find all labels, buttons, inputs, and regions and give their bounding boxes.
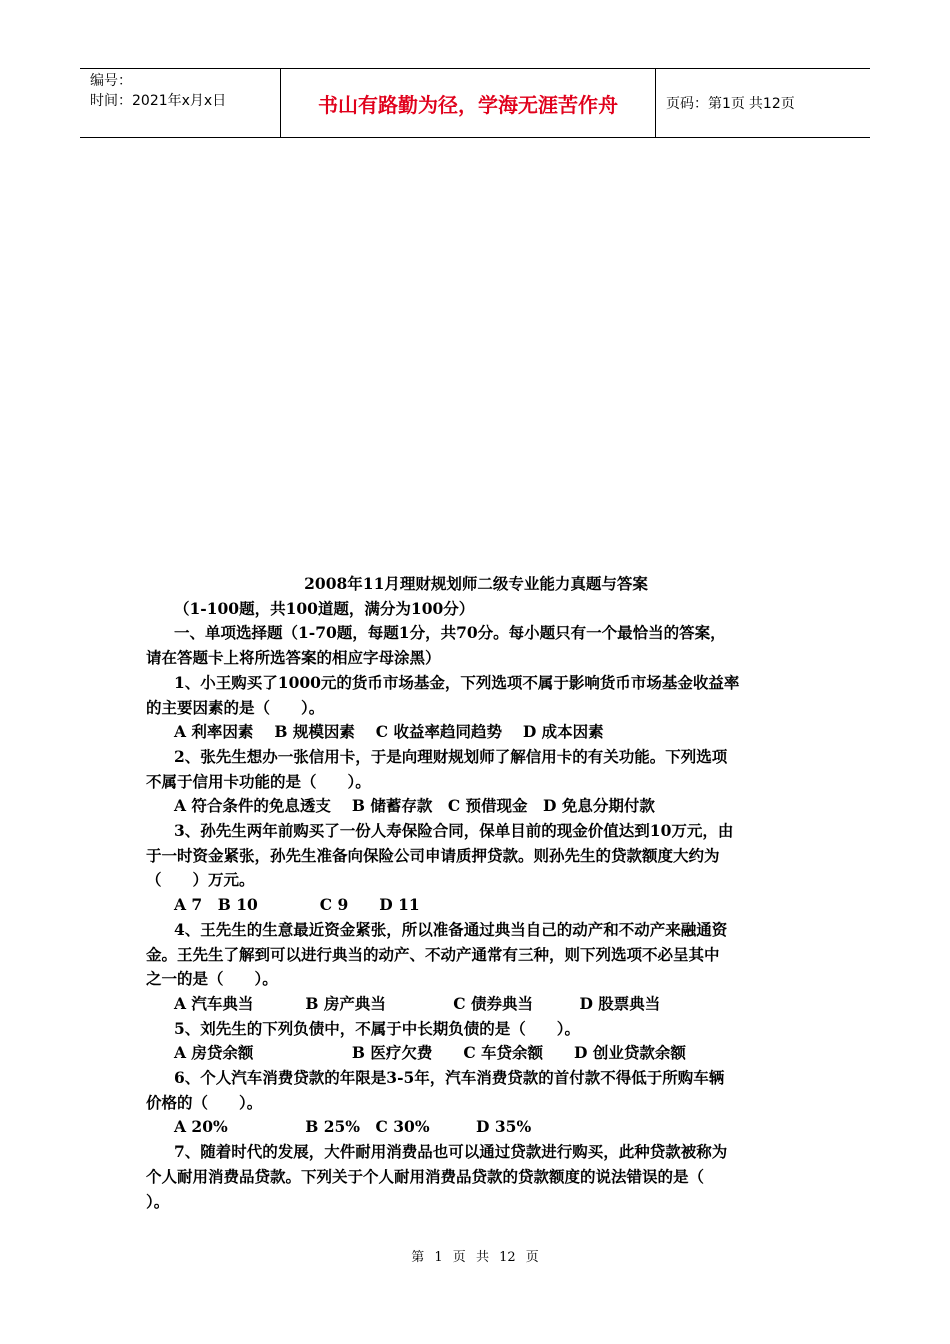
question-5: 5、刘先生的下列负债中，不属于中长期负债的是（ ）。 bbox=[174, 1018, 581, 1038]
doc-title: 2008年11月理财规划师二级专业能力真题与答案 bbox=[304, 574, 648, 593]
question-3: 3、孙先生两年前购买了一份人寿保险合同，保单目前的现金价值达到10万元，由 bbox=[174, 821, 734, 841]
header-total-label: 共12页 bbox=[748, 96, 795, 112]
document-body bbox=[146, 572, 806, 1214]
question-2-cont: 不属于信用卡功能的是（ ）。 bbox=[146, 771, 371, 791]
page-header bbox=[80, 68, 870, 138]
question-4-cont2: 之一的是（ ）。 bbox=[146, 969, 278, 989]
question-7-cont: 个人耐用消费品贷款。下列关于个人耐用消费品贷款的贷款额度的说法错误的是（ bbox=[146, 1166, 705, 1186]
section-heading: 一、单项选择题（1-70题，每题1分，共70分。每小题只有一个最恰当的答案， bbox=[174, 623, 726, 643]
question-1: 1、小王购买了1000元的货币市场基金，下列选项不属于影响货币市场基金收益率 bbox=[174, 672, 740, 692]
header-motto: 书山有路勤为径，学海无涯苦作舟 bbox=[281, 69, 656, 137]
question-4-options: A 汽车典当 B 房产典当 C 债券典当 D 股票典当 bbox=[174, 993, 661, 1013]
doc-time-label: 时间：2021年x月x日 bbox=[90, 93, 227, 109]
footer-ye-2: 页 bbox=[525, 1250, 539, 1265]
footer-ye: 页 bbox=[452, 1250, 466, 1265]
question-5-options: A 房贷余额 B 医疗欠费 C 车贷余额 D 创业贷款余额 bbox=[174, 1043, 686, 1063]
question-3-cont: 于一时资金紧张，孙先生准备向保险公司申请质押贷款。则孙先生的贷款额度大约为 bbox=[146, 845, 720, 865]
question-4: 4、王先生的生意最近资金紧张，所以准备通过典当自己的动产和不动产来融通资 bbox=[174, 919, 728, 939]
question-7-cont2: ）。 bbox=[146, 1191, 170, 1211]
footer-total-pages: 12 bbox=[499, 1250, 516, 1265]
page-footer bbox=[0, 1246, 950, 1265]
question-2: 2、张先生想办一张信用卡，于是向理财规划师了解信用卡的有关功能。下列选项 bbox=[174, 746, 728, 766]
question-6-options: A 20% B 25% C 30% D 35% bbox=[174, 1117, 532, 1137]
header-page-label: 页码：第1页 bbox=[666, 96, 745, 112]
question-2-options: A 符合条件的免息透支 B 储蓄存款 C 预借现金 D 免息分期付款 bbox=[174, 796, 655, 816]
question-1-cont: 的主要因素的是（ ）。 bbox=[146, 697, 325, 717]
question-6: 6、个人汽车消费贷款的年限是3-5年，汽车消费贷款的首付款不得低于所购车辆 bbox=[174, 1068, 725, 1088]
header-meta-cell bbox=[80, 69, 281, 137]
section-heading-cont: 请在答题卡上将所选答案的相应字母涂黑） bbox=[146, 648, 441, 668]
doc-number-label: 编号： bbox=[90, 73, 132, 89]
footer-di: 第 bbox=[411, 1250, 425, 1265]
footer-page-number: 1 bbox=[434, 1250, 443, 1265]
question-6-cont: 价格的（ ）。 bbox=[146, 1092, 263, 1112]
question-4-cont: 金。王先生了解到可以进行典当的动产、不动产通常有三种，则下列选项不必呈其中 bbox=[146, 944, 720, 964]
question-3-options: A 7 B 10 C 9 D 11 bbox=[174, 895, 420, 915]
question-1-options: A 利率因素 B 规模因素 C 收益率趋同趋势 D 成本因素 bbox=[174, 722, 604, 742]
question-7: 7、随着时代的发展，大件耐用消费品也可以通过贷款进行购买，此种贷款被称为 bbox=[174, 1142, 728, 1162]
question-3-cont2: （ ）万元。 bbox=[146, 870, 255, 890]
doc-subtitle: （1-100题，共100道题，满分为100分） bbox=[174, 598, 475, 618]
footer-gong: 共 bbox=[475, 1250, 489, 1265]
header-page-cell bbox=[656, 69, 870, 137]
